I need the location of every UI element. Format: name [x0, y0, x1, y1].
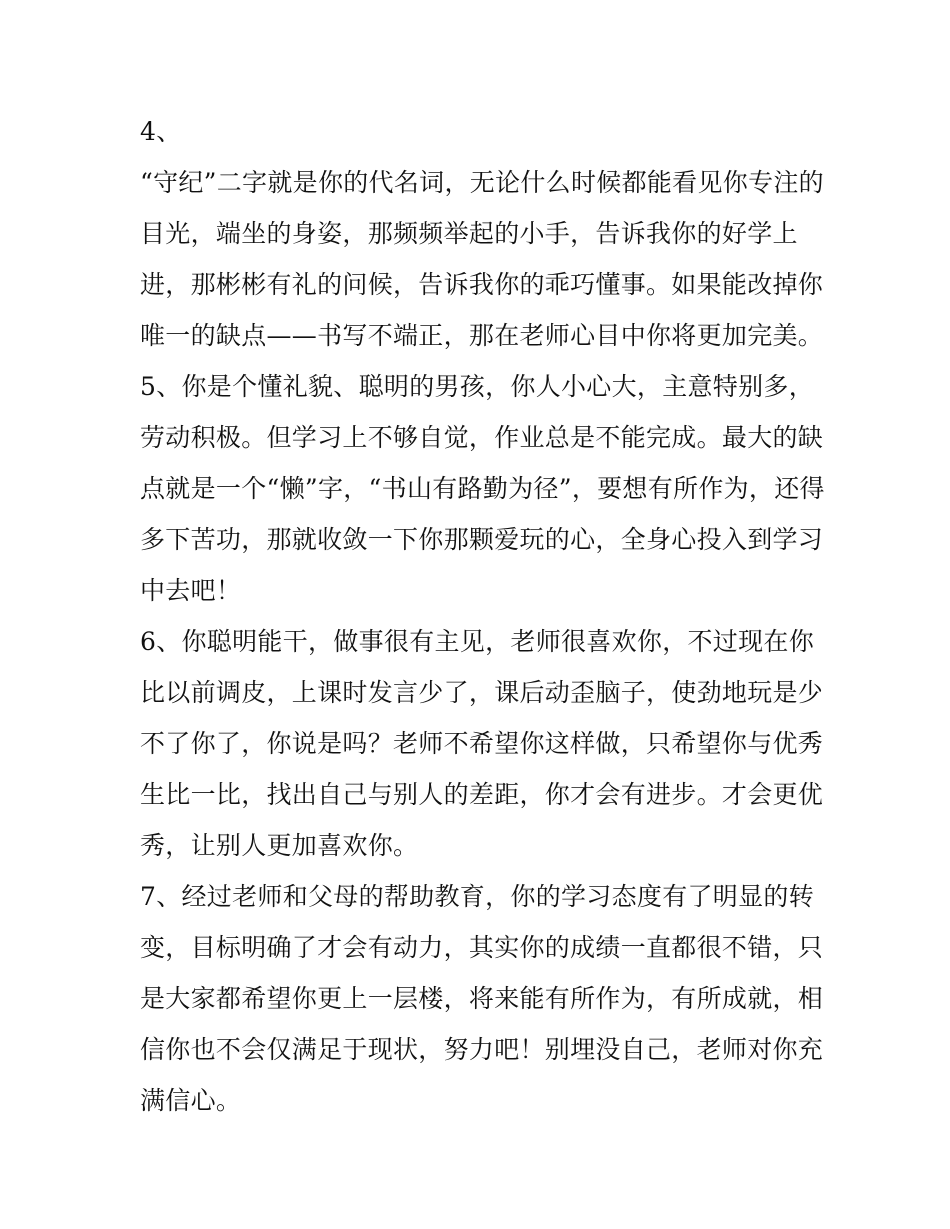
- text-line-5: 唯一的缺点——书写不端正，那在老师心目中你将更加完美。: [140, 321, 824, 350]
- text-line-9: 多下苦功，那就收敛一下你那颗爱玩的心，全身心投入到学习: [140, 525, 824, 554]
- text-line-10: 中去吧！: [140, 576, 242, 605]
- text-line-3: 目光，端坐的身姿，那频频举起的小手，告诉我你的好学上: [140, 219, 798, 248]
- document-body: [140, 106, 825, 1126]
- text-line-19: 信你也不会仅满足于现状，努力吧！别埋没自己，老师对你充: [140, 1035, 824, 1064]
- text-line-4: 进，那彬彬有礼的问候，告诉我你的乖巧懂事。如果能改掉你: [140, 270, 824, 299]
- text-line-17: 变，目标明确了才会有动力，其实你的成绩一直都很不错，只: [140, 933, 824, 962]
- text-line-15: 秀，让别人更加喜欢你。: [140, 831, 419, 860]
- text-line-8: 点就是一个“懒”字，“书山有路勤为径”，要想有所作为，还得: [140, 474, 825, 503]
- text-line-12: 比以前调皮，上课时发言少了，课后动歪脑子，使劲地玩是少: [140, 678, 824, 707]
- text-line-7: 劳动积极。但学习上不够自觉，作业总是不能完成。最大的缺: [140, 423, 824, 452]
- text-line-11: 6、你聪明能干，做事很有主见，老师很喜欢你，不过现在你: [140, 627, 815, 656]
- text-line-20: 满信心。: [140, 1086, 242, 1115]
- text-line-16: 7、经过老师和父母的帮助教育，你的学习态度有了明显的转: [140, 882, 815, 911]
- text-line-14: 生比一比，找出自己与别人的差距，你才会有进步。才会更优: [140, 780, 824, 809]
- text-line-6: 5、你是个懂礼貌、聪明的男孩，你人小心大，主意特别多，: [140, 372, 815, 401]
- text-line-18: 是大家都希望你更上一层楼，将来能有所作为，有所成就，相: [140, 984, 824, 1013]
- text-line-2: “守纪”二字就是你的代名词，无论什么时候都能看见你专注的: [140, 168, 824, 197]
- text-line-1: 4、: [140, 117, 182, 146]
- text-line-13: 不了你了，你说是吗？老师不希望你这样做，只希望你与优秀: [140, 729, 824, 758]
